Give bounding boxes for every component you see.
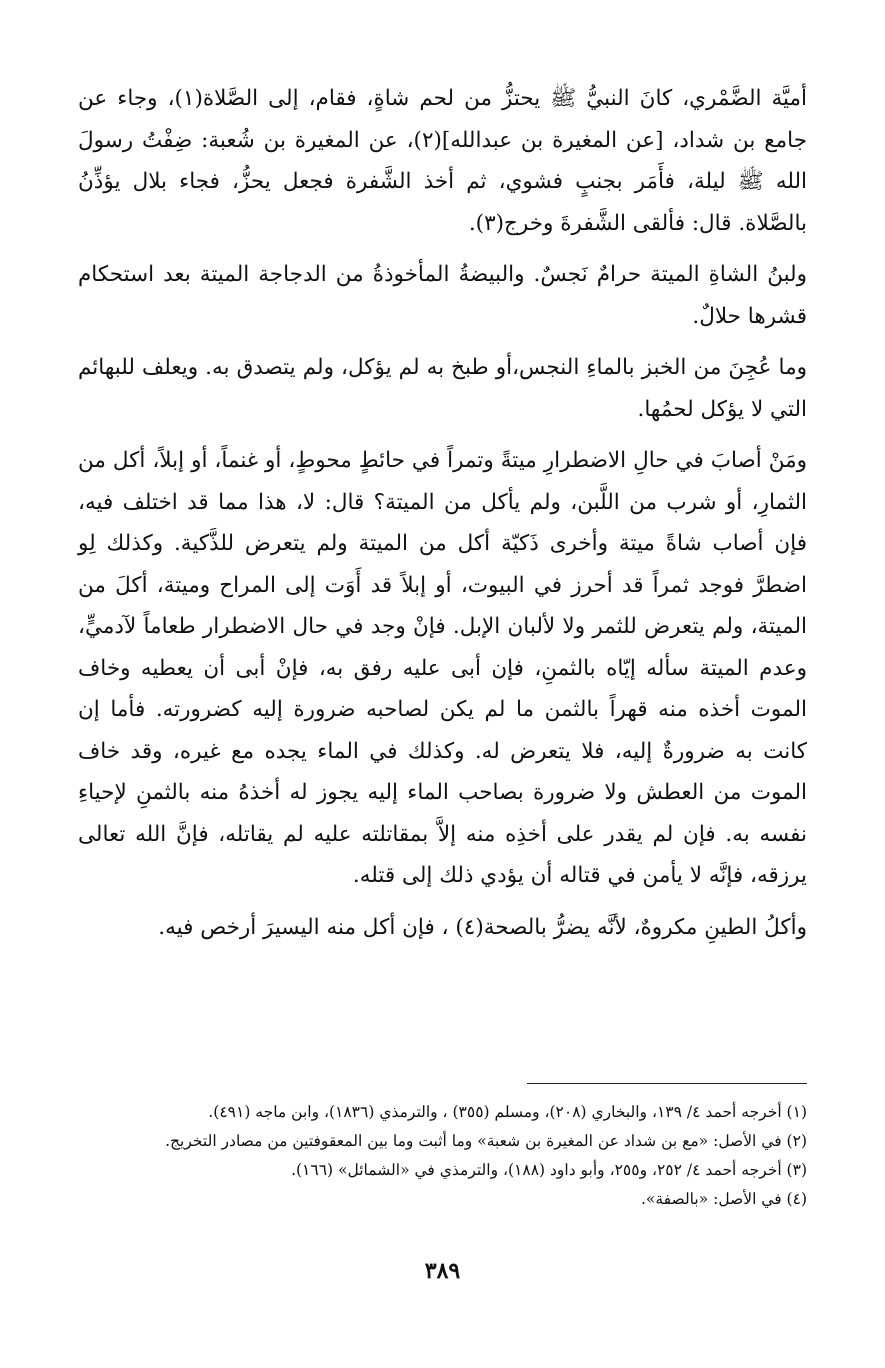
body-paragraph: وما عُجِنَ من الخبز بالماءِ النجس،أو طبخ به لم يؤكل، ولم يتصدق به. ويعلف للبهائم التي لا يؤكل لحمُها. [78, 355, 807, 422]
page-body [78, 78, 807, 958]
footnote: (٤) في الأصل: «بالصفة». [640, 1190, 807, 1208]
footnotes [78, 1098, 807, 1214]
body-paragraph: ومَنْ أصابَ في حالِ الاضطرارِ ميتةً وتمراً في حائطٍ محوطٍ، أو غنماً، أو إبلاً، أكل من الثمارِ، أو شرب من اللَّبن، ولم يأكل من الميتة؟ قال: لا، هذا مما قد اختلف فيه، فإن أصاب شاةً ميتة وأخرى ذَكيّة أكل من الميتة ولم يتعرض للذَّكية. وكذلك لِو اضطرَّ فوجد ثمراً قد أحرز في البيوت، أو إبلاً قد أَوَت إلى المراح وميتة، أكلَ من الميتة، ولم يتعرض للثمر ولا لألبان الإبل. فإنْ وجد في حال الاضطرار طعاماً لآدميٍّ، وعدم الميتة سأله إيّاه بالثمنِ، فإن أبى عليه رفق به، فإنْ أبى أن يعطيه وخاف الموت أخذه منه قهراً بالثمن ما لم يكن لصاحبه ضرورة إليه كضرورته. فأما إن كانت به ضرورةٌ إليه، فلا يتعرض له. وكذلك في الماء يجده مع غيره، وقد خاف الموت من العطش ولا ضرورة بصاحب الماء إليه يجوز له أخذهُ منه بالثمنِ لإحياءِ نفسه به. فإن لم يقدر على أخذِه منه إلاَّ بمقاتلته عليه لم يقاتله، فإنَّ الله تعالى يرزقه، فإنَّه لا يأمن في قتاله أن يؤدي ذلك إلى قتله. [78, 448, 807, 888]
body-paragraph: ولبنُ الشاةِ الميتة حرامٌ نَجسٌ. والبيضةُ المأخوذةُ من الدجاجة الميتة بعد استحكام قشرها حلالٌ. [78, 262, 807, 329]
body-paragraph: أميَّة الضَّمْري، كانَ النبيُّ ﷺ يحتزُّ من لحم شاةٍ، فقام، إلى الصَّلاة(١)، وجاء عن جامع بن شداد، [عن المغيرة بن عبدالله](٢)، عن المغيرة بن شُعبة: ضِفْتُ رسولَ الله ﷺ ليلة، فأَمَر بجنبٍ فشوي، ثم أخذ الشَّفرة فجعل يحزُّ، فجاء بلال يؤذِّنُ بالصَّلاة. قال: فألقى الشَّفرةَ وخرج(٣). [78, 86, 807, 236]
footnote: (٢) في الأصل: «مع بن شداد عن المغيرة بن شعبة» وما أثبت وما بين المعقوفتين من مصادر التخريج. [165, 1132, 807, 1150]
page-number: ٣٨٩ [424, 1258, 461, 1284]
footnotes-divider [527, 1083, 807, 1084]
footnote: (١) أخرجه أحمد ٤/ ١٣٩، والبخاري (٢٠٨)، ومسلم (٣٥٥) ، والترمذي (١٨٣٦)، وابن ماجه (٤٩١). [208, 1103, 807, 1121]
body-paragraph: وأكلُ الطينِ مكروهٌ، لأنَّه يضرُّ بالصحة(٤) ، فإن أكل منه اليسيرَ أرخص فيه. [158, 914, 807, 940]
footnote: (٣) أخرجه أحمد ٤/ ٢٥٢، و٢٥٥، وأبو داود (١٨٨)، والترمذي في «الشمائل» (١٦٦). [291, 1161, 807, 1179]
